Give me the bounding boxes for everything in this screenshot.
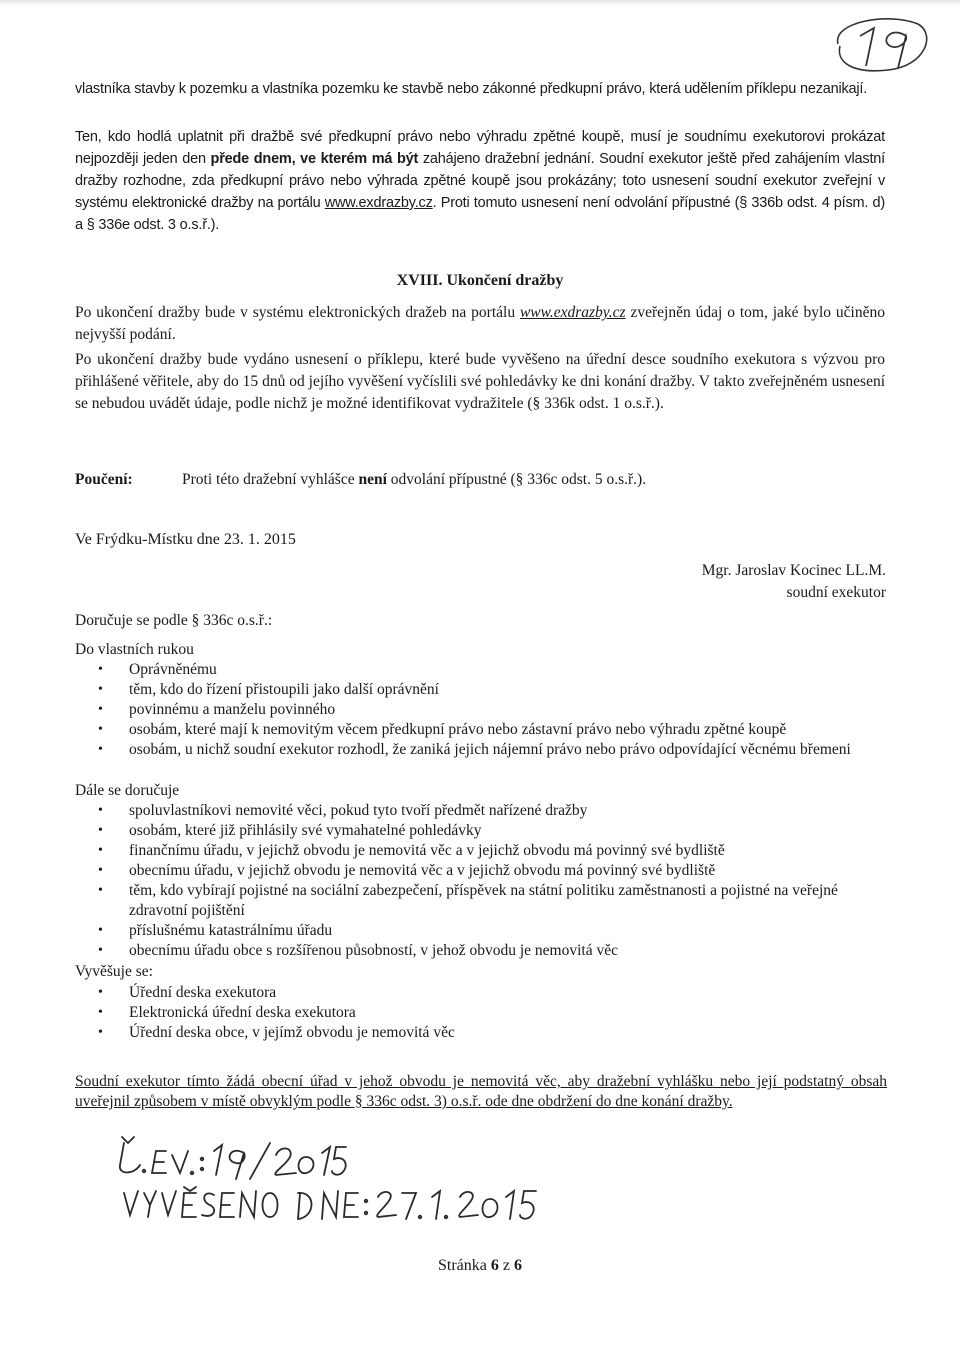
signature-name: Mgr. Jaroslav Kocinec LL.M.	[701, 562, 886, 579]
list-item: • povinnému a manželu povinného	[75, 700, 885, 720]
own-hands-heading: Do vlastních rukou	[75, 641, 194, 658]
exdrazby-link-2[interactable]: www.exdrazby.cz	[519, 304, 626, 321]
list-item: • Elektronická úřední deska exekutora	[75, 1003, 885, 1023]
handwritten-page-number	[818, 14, 936, 74]
date-line: Ve Frýdku-Místku dne 23. 1. 2015	[75, 531, 296, 548]
signature-block	[702, 560, 886, 604]
footer-current-page: 6	[490, 1257, 499, 1274]
handwritten-posting-note	[110, 1135, 550, 1225]
posted-heading: Vyvěšuje se:	[75, 963, 153, 980]
pouceni-text	[182, 471, 646, 489]
preemption-text-3: . Proti tomuto usnesení není odvolání přípustné (§ 336b odst. 4 písm. d) a § 336e odst. 3 o.s.ř.).	[75, 195, 885, 233]
section-heading: XVIII. Ukončení dražby	[396, 272, 564, 289]
list-item: • těm, kdo vybírají pojistné na sociální zabezpečení, příspěvek na státní politiku zaměstnanosti a pojistné na veřejné zdravotní pojištění	[75, 881, 885, 921]
footer-total-pages: 6	[513, 1257, 522, 1274]
page-footer	[0, 1257, 960, 1275]
list-item: • osobám, které mají k nemovitým věcem předkupní právo nebo zástavní právo nebo výhradu zpětné koupě	[75, 720, 885, 740]
list-item: • těm, kdo do řízení přistoupili jako další oprávnění	[75, 680, 885, 700]
notice-paragraph: Soudní exekutor tímto žádá obecní úřad v jehož obvodu je nemovitá věc, aby dražební vyhlášku nebo její podstatný obsah uveřejnil způsobem v místě obvyklým podle § 336c odst. 3) o.s.ř. ode dne obdržení do dne konání dražby.	[75, 1073, 887, 1110]
list-item: • osobám, které již přihlásily své vymahatelné pohledávky	[75, 821, 885, 841]
signature-role: soudní exekutor	[786, 584, 886, 601]
end1-text-1: Po ukončení dražby bude v systému elektronických dražeb na portálu	[75, 304, 520, 321]
list-item: • obecnímu úřadu, v jejichž obvodu je nemovitá věc a v jejichž obvodu má povinný své bydliště	[75, 861, 885, 881]
pouceni-bold: není	[358, 471, 387, 488]
intro-paragraph: vlastníka stavby k pozemku a vlastníka pozemku ke stavbě nebo zákonné předkupní právo, která udělením příklepu nezanikají.	[75, 81, 868, 97]
list-item: • příslušnému katastrálnímu úřadu	[75, 921, 885, 941]
end-paragraph-2: Po ukončení dražby bude vydáno usnesení o příklepu, které bude vyvěšeno na úřední desce soudního exekutora s výzvou pro přihlášené věřitele, aby do 15 dnů od jejího vyvěšení vyčíslili své pohledávky ke dni konání dražby. V takto zveřejněném usnesení se nebudou uvádět údaje, podle nichž je možné identifikovat vydražitele (§ 336k odst. 1 o.s.ř.).	[75, 351, 885, 412]
list-item: • Oprávněnému	[75, 660, 885, 680]
own-hands-list	[75, 660, 885, 760]
list-item: • Úřední deska obce, v jejímž obvodu je nemovitá věc	[75, 1023, 885, 1043]
list-item: • finančnímu úřadu, v jejichž obvodu je nemovitá věc a v jejichž obvodu má povinný své bydliště	[75, 841, 885, 861]
pouceni-label: Poučení:	[75, 471, 133, 488]
list-item: • osobám, u nichž soudní exekutor rozhodl, že zaniká jejich nájemní právo nebo právo odpovídající věcnému břemeni	[75, 740, 885, 760]
pouceni-text-after: odvolání přípustné (§ 336c odst. 5 o.s.ř.).	[386, 471, 647, 488]
further-heading: Dále se doručuje	[75, 782, 180, 799]
end1-text-2: zveřejněn údaj o tom, jaké bylo učiněno nejvyšší podání.	[75, 304, 885, 343]
preemption-bold: přede dnem, ve kterém má být	[210, 151, 419, 167]
list-item: • obecnímu úřadu obce s rozšířenou působností, v jehož obvodu je nemovitá věc	[75, 941, 885, 961]
list-item: • spoluvlastníkovi nemovité věci, pokud tyto tvoří předmět nařízené dražby	[75, 801, 885, 821]
scan-top-edge	[0, 0, 960, 6]
list-item: • Úřední deska exekutora	[75, 983, 885, 1003]
posted-list	[75, 983, 885, 1043]
exdrazby-link[interactable]: www.exdrazby.cz	[324, 195, 433, 211]
pouceni-text-before: Proti této dražební vyhlášce	[182, 471, 359, 488]
further-list	[75, 801, 885, 961]
end-paragraph-1	[75, 302, 885, 346]
delivery-heading: Doručuje se podle § 336c o.s.ř.:	[75, 612, 273, 629]
preemption-text-2: zahájeno dražební jednání. Soudní exekutor ještě před zahájením vlastní dražby rozhodne, zda předkupní právo nebo výhrada zpětné koupě jsou prokázány; toto usnesení soudní exekutor zveřejní v systému elektronické dražby na portálu	[75, 151, 885, 211]
preemption-paragraph	[75, 126, 885, 236]
footer-separator: z	[498, 1257, 514, 1274]
footer-prefix: Stránka	[438, 1257, 491, 1274]
preemption-text-1: Ten, kdo hodlá uplatnit při dražbě své předkupní právo nebo výhradu zpětné koupě, musí je soudnímu exekutorovi prokázat nejpozději jeden den	[75, 129, 885, 167]
